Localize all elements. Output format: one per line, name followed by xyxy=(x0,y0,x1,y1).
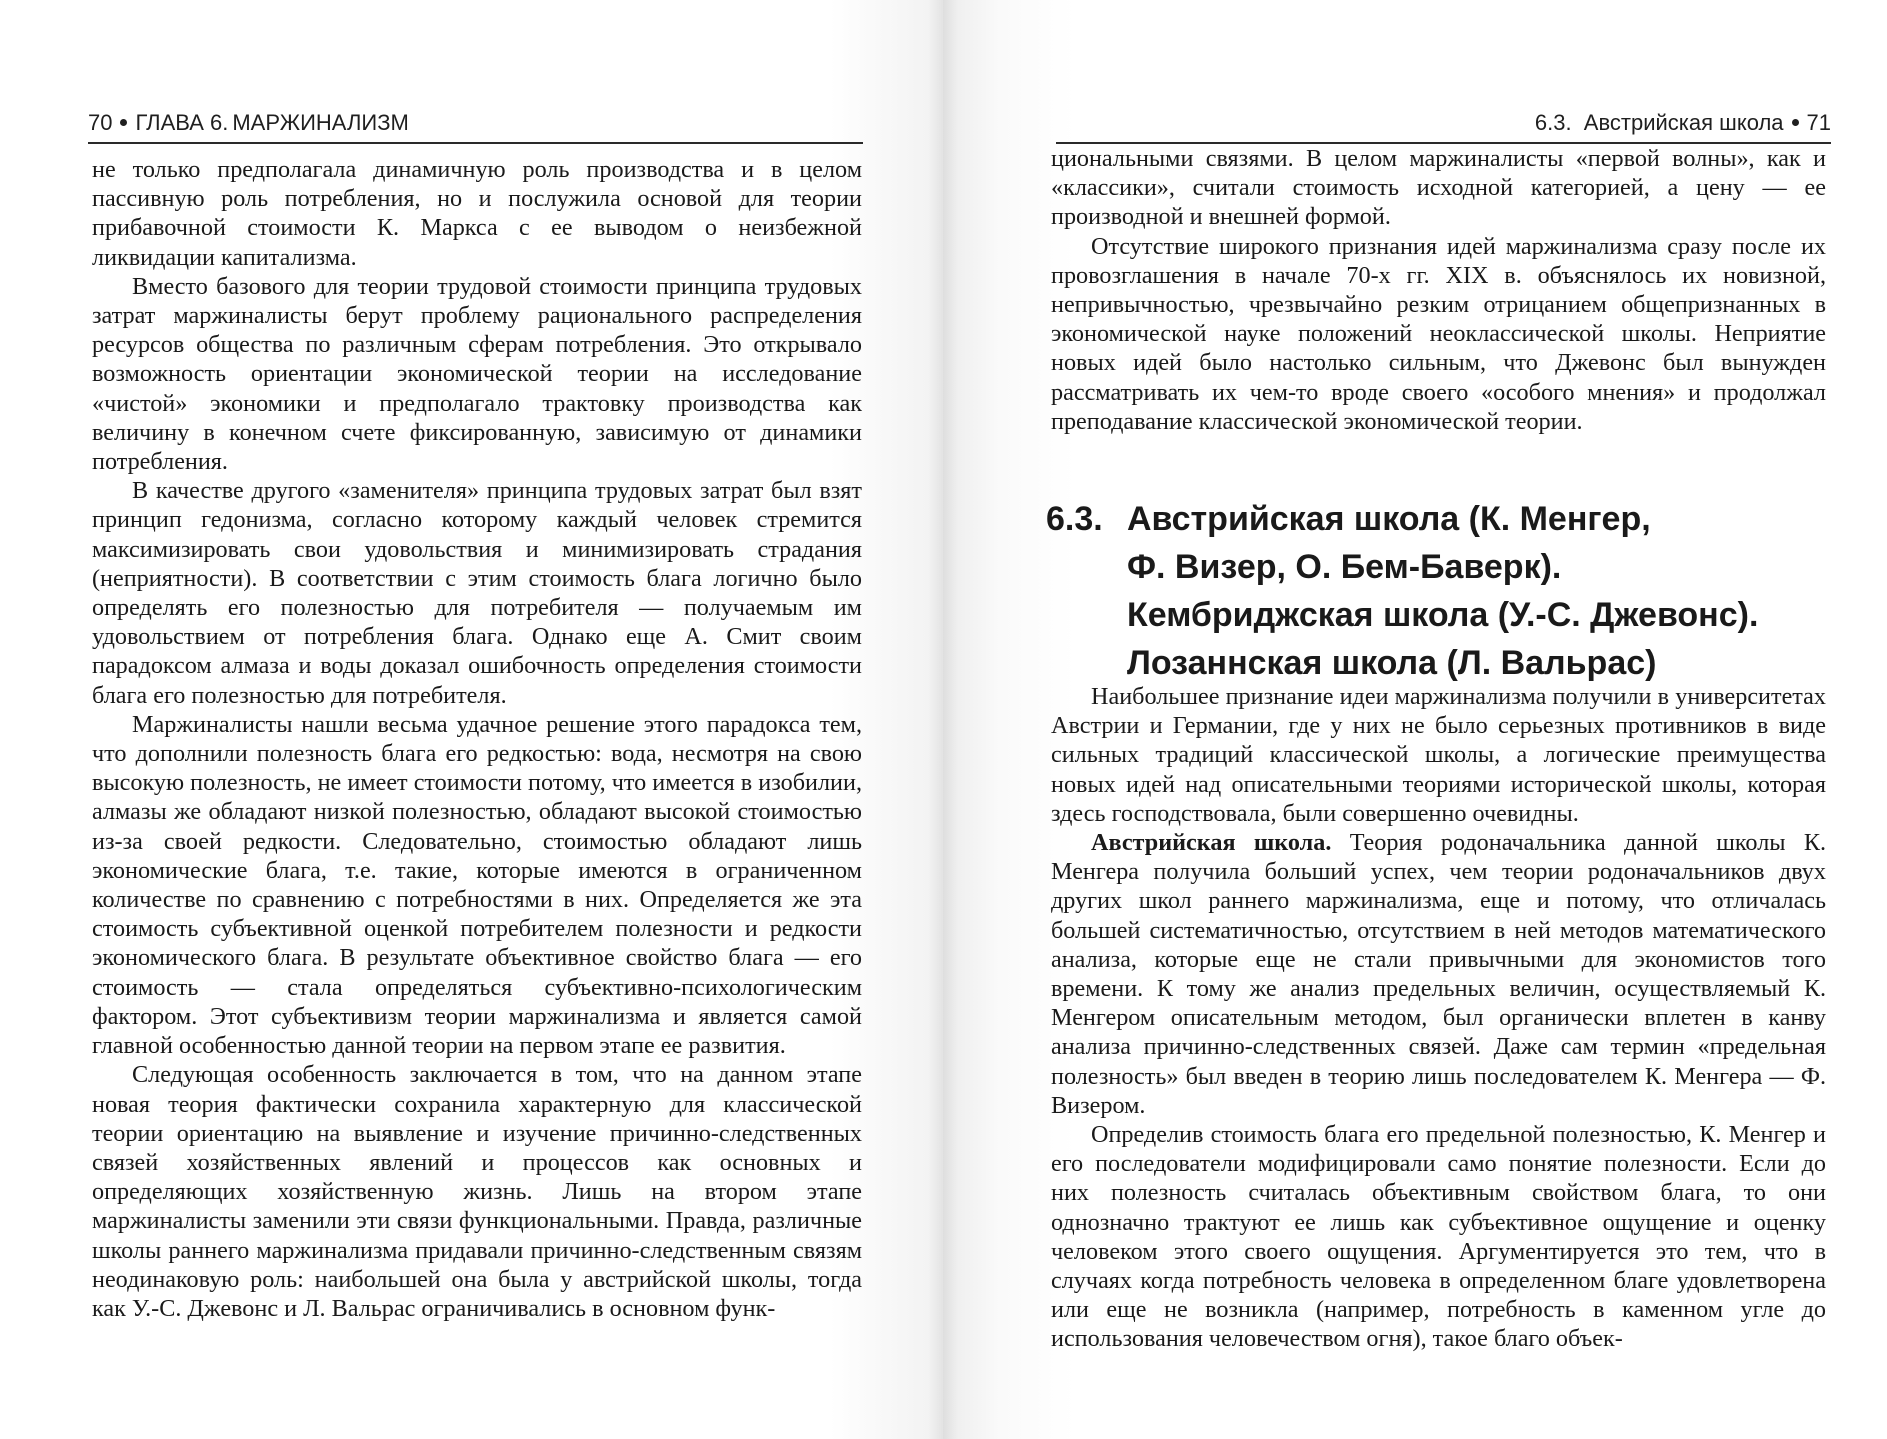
section-heading xyxy=(1046,495,1816,687)
section-heading-line: Австрийская школа (К. Менгер, xyxy=(1127,500,1651,538)
section-heading-line: Кембриджская школа (У.-С. Джевонс). xyxy=(1127,596,1759,634)
left-header-chapter: ГЛАВА 6. xyxy=(135,110,229,135)
paragraph: Следующая особенность заключается в том, что на данном этапе новая теория фактически сохранила характерную для классической теории ориентацию на выявление и изучение причинно-следственных связей хозяйственных явлений и процессов как основных и определяющих хозяйственную жизнь. Лишь на втором этапе маржиналисты заменили эти связи функциональными. Правда, различные школы раннего маржинализма придавали причинно-следственным связям неодинаковую роль: наибольшей она была у австрийской школы, тогда как У.-С. Джевонс и Л. Вальрас ограничивались в основном функ- xyxy=(92,1061,862,1322)
left-page xyxy=(0,0,943,1439)
left-page-number: 70 xyxy=(88,110,113,135)
left-page-body xyxy=(92,155,862,1323)
paragraph: В качестве другого «заменителя» принципа трудовых затрат был взят принцип гедонизма, согласно которому каждый человек стремится максимизировать свои удовольствия и минимизировать страдания (неприятности). В соответствии с этим стоимость блага логично было определять его полезностью для потребителя — получаемым им удовольствием от потребления блага. Однако еще А. Смит своим парадоксом алмаза и воды доказал ошибочность определения стоимости блага его полезностью для потребителя. xyxy=(92,477,862,709)
bullet-dot-icon xyxy=(120,119,127,126)
paragraph: Определив стоимость блага его предельной полезностью, К. Менгер и его последователи модифицировали само понятие полезности. Если до них полезность считалась объективным свойством блага, то они однозначно трактуют ее лишь как субъективное ощущение и оценку человеком этого своего ощущения. Аргументируется это тем, что в случаях когда потребность человека в определенном благе удовлетворена или еще не возникла (например, потребность в каменном угле до использования человечеством огня), такое благо объек- xyxy=(1051,1121,1826,1353)
right-page-body-top xyxy=(1051,144,1826,436)
paragraph xyxy=(1051,828,1826,1120)
section-heading-number: 6.3. xyxy=(1046,500,1103,538)
right-header-section: 6.3. xyxy=(1534,110,1572,135)
right-page xyxy=(943,0,1887,1439)
run-in-heading: Австрийская школа. xyxy=(1091,829,1332,857)
paragraph: Наибольшее признание идеи маржинализма получили в университетах Австрии и Германии, где у них не было серьезных противников в виде сильных традиций классической школы, а логические преимущества новых идей над описательными теориями исторической школы, которая здесь господствовала, были совершенно очевидны. xyxy=(1051,683,1826,827)
section-heading-line: Ф. Визер, О. Бем-Баверк). xyxy=(1127,548,1562,586)
left-header-title: МАРЖИНАЛИЗМ xyxy=(232,110,409,135)
right-page-body-bottom xyxy=(1051,682,1826,1354)
bullet-dot-icon xyxy=(1792,119,1799,126)
paragraph: Вместо базового для теории трудовой стоимости принципа трудовых затрат маржиналисты берут проблему рационального распределения ресурсов общества по различным сферам потребления. Это открывало возможность ориентации экономической теории на исследование «чистой» экономики и предполагало трактовку производства как величину в конечном счете фиксированную, зависимую от динамики потребления. xyxy=(92,272,862,476)
paragraph: Маржиналисты нашли весьма удачное решение этого парадокса тем, что дополнили полезность блага его редкостью: вода, несмотря на свою высокую полезность, не имеет стоимости потому, что имеется в изобилии, алмазы же обладают низкой полезностью, обладают высокой стоимостью из-за своей редкости. Следовательно, стоимостью обладают лишь экономические блага, т.е. такие, которые имеются в ограниченном количестве по сравнению с потребностями в них. Определяется же эта стоимость субъективной оценкой потребителем полезности и редкости экономического блага. В результате объективное свойство блага — его стоимость — стала определяться субъективно-психологическим фактором. Этот субъективизм теории маржинализма и является самой главной особенностью данной теории на первом этапе ее развития. xyxy=(92,710,862,1060)
paragraph-text: Теория родоначальника данной школы К. Менгера получила больший успех, чем теории родоначальников двух других школ раннего маржинализма, еще и потому, что отличалась большей систематичностью, отсутствием в ней методов математического анализа, которые еще не стали привычными для экономистов того времени. К тому же анализ предельных величин, осуществляемый К. Менгером описательным методом, был органически вплетен в канву анализа причинно-следственных связей. Даже сам термин «предельная полезность» был введен в теорию лишь последователем К. Менгера — Ф. Визером. xyxy=(1051,829,1826,1119)
book-gutter xyxy=(928,0,958,1439)
paragraph: циональными связями. В целом маржиналисты «первой волны», как и «классики», считали стоимость исходной категорией, а цену — ее производной и внешней формой. xyxy=(1051,145,1826,231)
paragraph: Отсутствие широкого признания идей маржинализма сразу после их провозглашения в начале 70-х гг. XIX в. объяснялось их новизной, непривычностью, чрезвычайно резким отрицанием общепризнанных в экономической науке положений неоклассической школы. Неприятие новых идей было настолько сильным, что Джевонс был вынужден рассматривать их чем-то вроде своего «особого мнения» и продолжал преподавание классической экономической теории. xyxy=(1051,232,1826,435)
right-page-number: 71 xyxy=(1806,110,1831,135)
right-header-title: Австрийская школа xyxy=(1583,110,1784,135)
left-page-header xyxy=(88,104,863,144)
paragraph: не только предполагала динамичную роль производства и в целом пассивную роль потребления, но и послужила основой для теории прибавочной стоимости К. Маркса с ее выводом о неизбежной ликвидации капитализма. xyxy=(92,156,862,271)
right-page-header xyxy=(1056,104,1831,144)
section-heading-line: Лозаннская школа (Л. Вальрас) xyxy=(1127,644,1657,682)
